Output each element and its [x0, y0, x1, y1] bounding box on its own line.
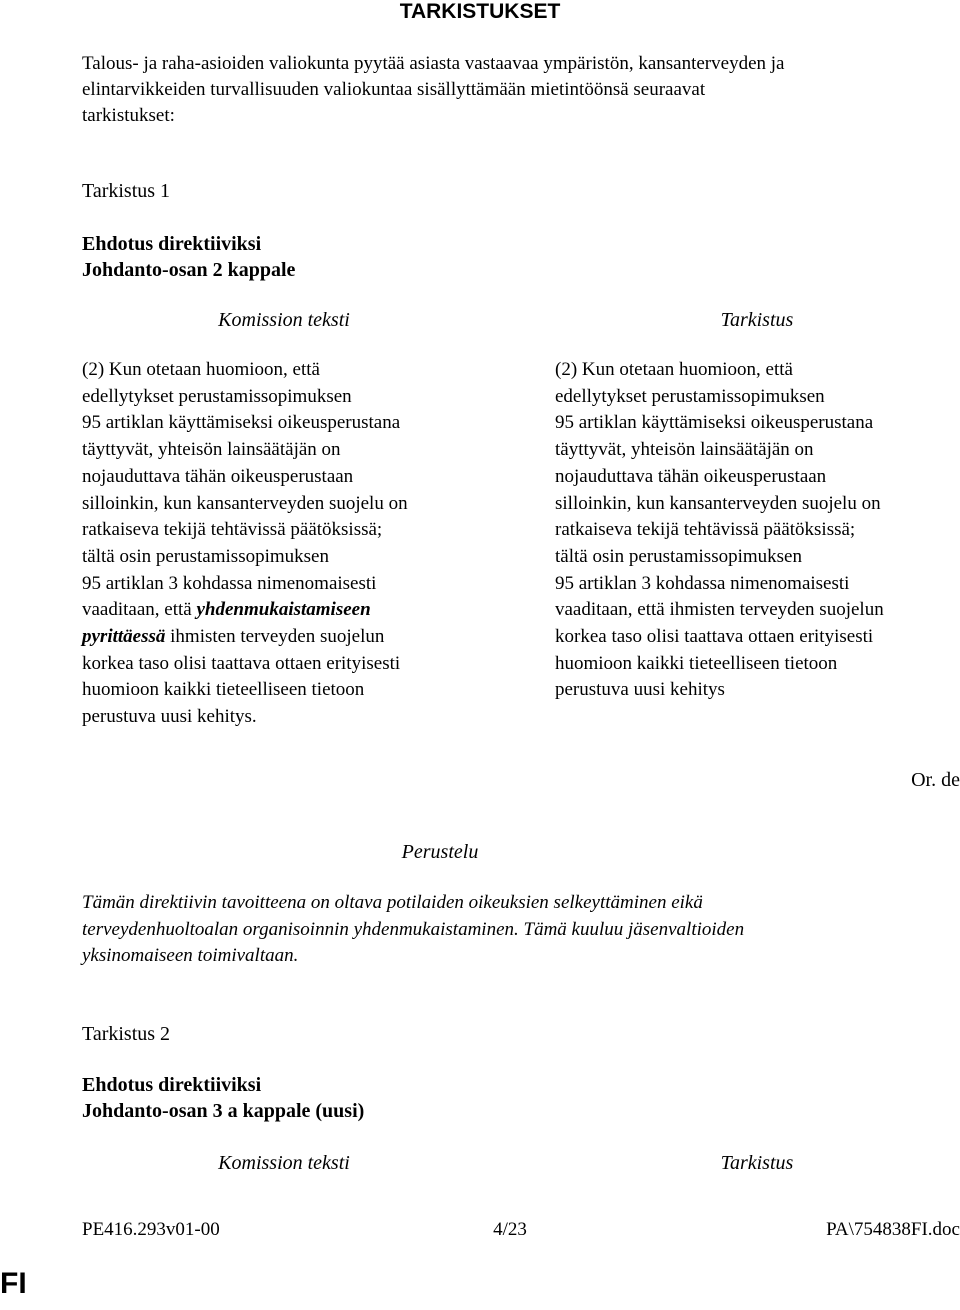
text-line: [82, 597, 408, 624]
amendment2-recital: Johdanto-osan 3 a kappale (uusi): [82, 1100, 365, 1122]
amendment1-commission-text: [82, 357, 408, 731]
deleted-text-highlight: pyrittäessä: [82, 626, 166, 648]
text-line: 95 artiklan 3 kohdassa nimenomaisesti: [82, 572, 377, 594]
text-line: Tämän direktiivin tavoitteena on oltava potilaiden oikeuksien selkeyttäminen eikä: [82, 892, 703, 913]
original-language-note: Or. de: [911, 769, 960, 791]
text-line: perustuva uusi kehitys: [555, 679, 725, 701]
text-line: 95 artiklan käyttämiseksi oikeusperustana: [555, 412, 874, 434]
text-line: nojauduttava tähän oikeusperustaan: [555, 465, 827, 487]
intro-line: elintarvikkeiden turvallisuuden valiokuntaa sisällyttämään mietintöönsä seuraavat: [82, 79, 706, 100]
text-line: (2) Kun otetaan huomioon, että: [555, 359, 793, 380]
text-line: edellytykset perustamissopimuksen: [82, 385, 352, 407]
text-line: yksinomaiseen toimivaltaan.: [82, 945, 299, 966]
text-segment: ihmisten terveyden suojelun: [165, 626, 385, 648]
text-line: (2) Kun otetaan huomioon, että: [82, 359, 320, 380]
justification-text: [82, 890, 744, 970]
footer-doc-ref: PE416.293v01-00: [82, 1219, 220, 1240]
text-line: ratkaiseva tekijä tehtävissä päätöksissä;: [82, 519, 383, 541]
footer-page-number: 4/23: [493, 1219, 527, 1240]
amendment1-commission-text-heading: Komission teksti: [218, 309, 350, 331]
text-line: ratkaiseva tekijä tehtävissä päätöksissä;: [555, 519, 856, 541]
amendment1-amended-text: [555, 357, 884, 704]
deleted-text-highlight: yhdenmukaistamiseen: [196, 599, 371, 621]
text-line: terveydenhuoltoalan organisoinnin yhdenmukaistaminen. Tämä kuuluu jäsenvaltioiden: [82, 918, 745, 940]
intro-paragraph: [82, 51, 784, 129]
language-mark: FI: [0, 1267, 27, 1300]
text-line: tältä osin perustamissopimuksen: [555, 545, 802, 567]
text-line: silloinkin, kun kansanterveyden suojelu on: [82, 492, 408, 514]
amendment2-proposal: Ehdotus direktiiviksi: [82, 1074, 262, 1096]
text-line: korkea taso olisi taattava ottaen erityisesti: [555, 626, 874, 648]
text-line: täyttyvät, yhteisön lainsäätäjän on: [82, 439, 341, 461]
text-line: tältä osin perustamissopimuksen: [82, 545, 329, 567]
text-line: perustuva uusi kehitys.: [82, 706, 257, 728]
text-line: silloinkin, kun kansanterveyden suojelu on: [555, 492, 881, 514]
footer-file-ref: PA\754838FI.doc: [826, 1219, 960, 1240]
text-line: 95 artiklan 3 kohdassa nimenomaisesti: [555, 572, 850, 594]
text-line: täyttyvät, yhteisön lainsäätäjän on: [555, 439, 814, 461]
text-line: edellytykset perustamissopimuksen: [555, 385, 825, 407]
text-line: nojauduttava tähän oikeusperustaan: [82, 465, 354, 487]
text-line: vaaditaan, että ihmisten terveyden suojelun: [555, 599, 884, 621]
amendment1-amendment-heading: Tarkistus: [720, 309, 794, 331]
amendment2-commission-text-heading: Komission teksti: [218, 1152, 350, 1174]
text-line: huomioon kaikki tieteelliseen tietoon: [82, 679, 365, 701]
justification-heading: Perustelu: [401, 841, 479, 863]
text-line: 95 artiklan käyttämiseksi oikeusperustana: [82, 412, 401, 434]
amendment1-title: Tarkistus 1: [82, 180, 171, 202]
page-title: TARKISTUKSET: [399, 0, 561, 23]
amendment1-proposal: Ehdotus direktiiviksi: [82, 233, 262, 255]
text-line: korkea taso olisi taattava ottaen erityisesti: [82, 652, 401, 674]
text-segment: vaaditaan, että: [82, 599, 197, 621]
amendment1-recital: Johdanto-osan 2 kappale: [82, 259, 296, 281]
intro-line: tarkistukset:: [82, 105, 175, 126]
text-line: huomioon kaikki tieteelliseen tietoon: [555, 652, 838, 674]
intro-line: Talous- ja raha-asioiden valiokunta pyytää asiasta vastaavaa ympäristön, kansanterveyden ja: [82, 53, 785, 74]
text-line: [82, 624, 408, 651]
amendment2-amendment-heading: Tarkistus: [720, 1152, 794, 1174]
amendment2-title: Tarkistus 2: [82, 1023, 171, 1045]
